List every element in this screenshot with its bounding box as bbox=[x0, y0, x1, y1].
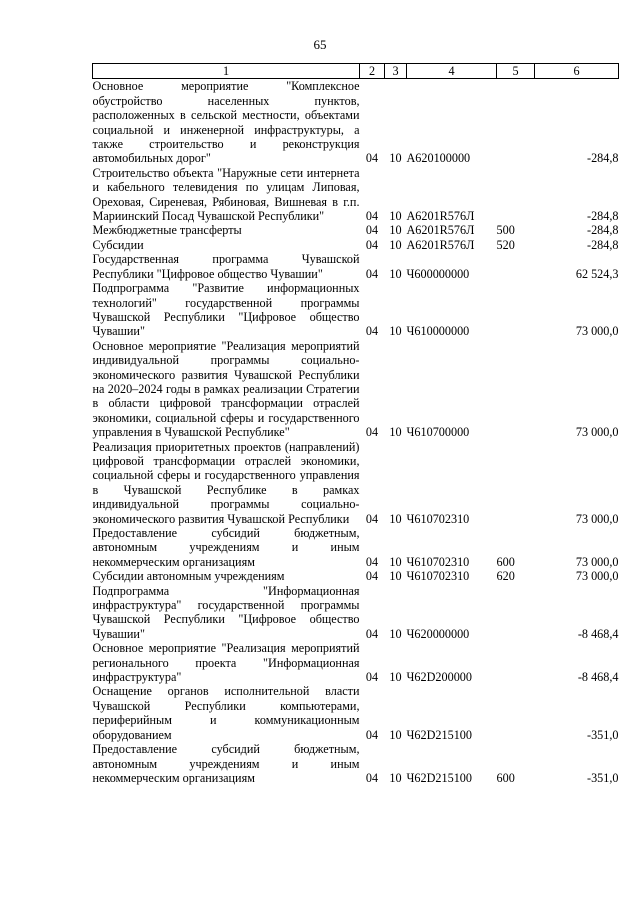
table-row bbox=[93, 223, 619, 237]
row-name: Государственная программа Чувашской Республики "Цифровое общество Чувашии" bbox=[92, 252, 360, 281]
row-amount: -8 468,4 bbox=[577, 670, 619, 685]
row-subsection: 10 bbox=[389, 237, 402, 252]
row-section: 04 bbox=[365, 151, 379, 166]
row-target-code: Ч610702310 bbox=[406, 554, 470, 569]
budget-table bbox=[92, 63, 619, 785]
row-amount: -284,8 bbox=[587, 223, 619, 238]
row-amount: -8 468,4 bbox=[577, 626, 619, 641]
table-row bbox=[93, 339, 619, 440]
row-amount: 62 524,3 bbox=[575, 266, 619, 281]
row-expense-type: 600 bbox=[496, 554, 515, 569]
row-name: Основное мероприятие "Реализация мероприятий индивидуальной программы социально-экономического развития Чувашской Республики на 2020–2024 годы в рамках реализации Стратегии в области цифровой трансформации отраслей экономики, социальной сферы и государственного управления в Чувашской Республике" bbox=[92, 338, 360, 440]
row-expense-type bbox=[497, 440, 535, 526]
header-col-3: 3 bbox=[385, 64, 407, 79]
row-section: 04 bbox=[365, 569, 379, 584]
table-row bbox=[93, 440, 619, 526]
row-section: 04 bbox=[365, 727, 379, 742]
row-subsection: 10 bbox=[389, 770, 402, 785]
table-row bbox=[93, 569, 619, 583]
row-target-code: Ч610700000 bbox=[406, 425, 470, 440]
header-col-1: 1 bbox=[93, 64, 360, 79]
row-amount: 73 000,0 bbox=[575, 425, 619, 440]
row-amount: -351,0 bbox=[587, 770, 619, 785]
row-expense-type bbox=[497, 339, 535, 440]
row-name: Строительство объекта "Наружные сети интернета и кабельного телевидения по улицам Липовая, Ореховая, Сиреневая, Рябиновая, Вишневая в г.п. Мариинский Посад Чувашской Республики" bbox=[92, 165, 360, 224]
row-name: Субсидии автономным учреждениям bbox=[92, 569, 285, 584]
table-row bbox=[93, 742, 619, 785]
row-expense-type bbox=[497, 684, 535, 742]
page-number: 65 bbox=[313, 37, 327, 52]
row-amount: 73 000,0 bbox=[575, 554, 619, 569]
row-target-code: Ч610702310 bbox=[406, 569, 470, 584]
row-target-code: А620100000 bbox=[406, 151, 471, 166]
row-expense-type bbox=[497, 79, 535, 166]
row-expense-type bbox=[497, 166, 535, 224]
row-target-code: Ч62D200000 bbox=[406, 670, 472, 685]
row-section: 04 bbox=[365, 770, 379, 785]
row-amount: 73 000,0 bbox=[575, 511, 619, 526]
row-name: Подпрограмма "Информационная инфраструктура" государственной программы Чувашской Республики "Цифровое общество Чувашии" bbox=[92, 583, 360, 641]
header-col-6: 6 bbox=[535, 64, 619, 79]
table-row bbox=[93, 281, 619, 339]
header-col-4: 4 bbox=[407, 64, 497, 79]
row-subsection: 10 bbox=[389, 569, 402, 584]
row-subsection: 10 bbox=[389, 223, 402, 238]
row-amount: -284,8 bbox=[587, 237, 619, 252]
row-amount: -284,8 bbox=[587, 209, 619, 224]
row-section: 04 bbox=[365, 554, 379, 569]
row-section: 04 bbox=[365, 237, 379, 252]
row-section: 04 bbox=[365, 209, 379, 224]
row-subsection: 10 bbox=[389, 266, 402, 281]
row-subsection: 10 bbox=[389, 727, 402, 742]
row-expense-type bbox=[497, 252, 535, 281]
header-col-2: 2 bbox=[360, 64, 385, 79]
row-subsection: 10 bbox=[389, 554, 402, 569]
row-expense-type bbox=[497, 584, 535, 642]
row-subsection: 10 bbox=[389, 209, 402, 224]
row-expense-type bbox=[497, 281, 535, 339]
row-name: Предоставление субсидий бюджетным, автономным учреждениям и иным некоммерческим организациям bbox=[92, 742, 360, 785]
row-target-code: Ч600000000 bbox=[406, 266, 470, 281]
row-name: Предоставление субсидий бюджетным, автономным учреждениям и иным некоммерческим организациям bbox=[92, 526, 360, 569]
row-subsection: 10 bbox=[389, 151, 402, 166]
row-target-code: Ч620000000 bbox=[406, 626, 470, 641]
row-amount: 73 000,0 bbox=[575, 569, 619, 584]
table-row bbox=[93, 641, 619, 684]
row-target-code: Ч610702310 bbox=[406, 511, 470, 526]
header-row bbox=[93, 64, 619, 79]
row-expense-type bbox=[497, 641, 535, 684]
row-subsection: 10 bbox=[389, 511, 402, 526]
row-target-code: А6201R576Л bbox=[406, 209, 475, 224]
table-row bbox=[93, 526, 619, 569]
table-row bbox=[93, 252, 619, 281]
row-expense-type: 600 bbox=[496, 770, 515, 785]
row-subsection: 10 bbox=[389, 425, 402, 440]
row-target-code: А6201R576Л bbox=[406, 223, 475, 238]
row-target-code: Ч62D215100 bbox=[406, 770, 472, 785]
row-expense-type: 520 bbox=[496, 237, 515, 252]
row-name: Реализация приоритетных проектов (направлений) цифровой трансформации отраслей экономики, социальной сферы и государственного управления в Чувашской Республике в рамках индивидуальной программы социально-экономического развития Чувашской Республики bbox=[92, 439, 360, 526]
row-section: 04 bbox=[365, 324, 379, 339]
row-section: 04 bbox=[365, 511, 379, 526]
row-amount: -351,0 bbox=[587, 727, 619, 742]
row-name: Субсидии bbox=[92, 237, 144, 252]
table-row bbox=[93, 166, 619, 224]
row-target-code: А6201R576Л bbox=[406, 237, 475, 252]
row-subsection: 10 bbox=[389, 324, 402, 339]
row-section: 04 bbox=[365, 266, 379, 281]
row-section: 04 bbox=[365, 223, 379, 238]
table-row bbox=[93, 238, 619, 252]
row-name: Подпрограмма "Развитие информационных технологий" государственной программы Чувашской Республики "Цифровое общество Чувашии" bbox=[92, 281, 360, 339]
row-target-code: Ч62D215100 bbox=[406, 727, 472, 742]
row-expense-type: 500 bbox=[496, 223, 515, 238]
row-name: Основное мероприятие "Реализация мероприятий регионального проекта "Информационная инфраструктура" bbox=[92, 641, 360, 685]
table-row bbox=[93, 584, 619, 642]
row-target-code: Ч610000000 bbox=[406, 324, 470, 339]
table-row bbox=[93, 684, 619, 742]
row-amount: 73 000,0 bbox=[575, 324, 619, 339]
table-row bbox=[93, 79, 619, 166]
row-name: Основное мероприятие "Комплексное обустройство населенных пунктов, расположенных в сельской местности, объектами социальной и инженерной инфраструктуры, а также строительство и реконструкция автомобильных дорог" bbox=[92, 79, 360, 166]
row-section: 04 bbox=[365, 425, 379, 440]
row-subsection: 10 bbox=[389, 626, 402, 641]
row-name: Оснащение органов исполнительной власти Чувашской Республики компьютерами, периферийным и коммуникационным оборудованием bbox=[92, 684, 360, 742]
row-section: 04 bbox=[365, 626, 379, 641]
row-section: 04 bbox=[365, 670, 379, 685]
row-subsection: 10 bbox=[389, 670, 402, 685]
header-col-5: 5 bbox=[497, 64, 535, 79]
row-name: Межбюджетные трансферты bbox=[92, 223, 242, 238]
row-expense-type: 620 bbox=[496, 569, 515, 584]
row-amount: -284,8 bbox=[587, 151, 619, 166]
